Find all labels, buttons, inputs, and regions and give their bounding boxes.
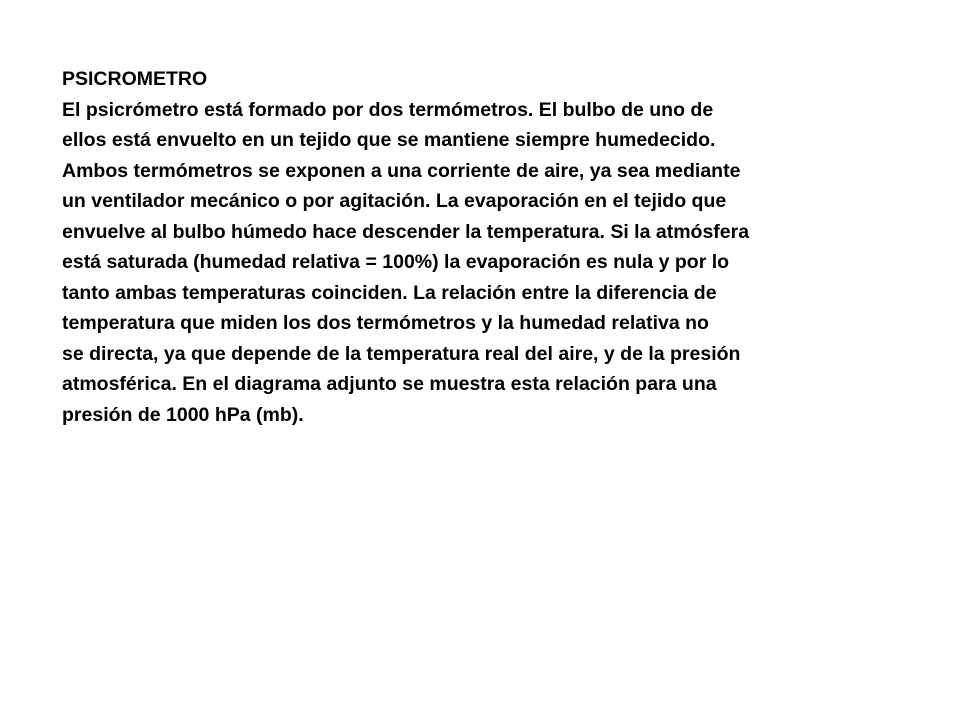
body-line: presión de 1000 hPa (mb). bbox=[62, 403, 304, 426]
slide-title: PSICROMETRO bbox=[62, 68, 208, 90]
body-line: tanto ambas temperaturas coinciden. La relación entre la diferencia de bbox=[62, 281, 717, 304]
text-block bbox=[62, 64, 922, 430]
body-line: temperatura que miden los dos termómetros y la humedad relativa no bbox=[62, 312, 709, 334]
body-line: envuelve al bulbo húmedo hace descender la temperatura. Si la atmósfera bbox=[62, 220, 750, 243]
body-line: atmosférica. En el diagrama adjunto se muestra esta relación para una bbox=[62, 373, 717, 395]
body-line: un ventilador mecánico o por agitación. La evaporación en el tejido que bbox=[62, 190, 727, 212]
body-line: ellos está envuelto en un tejido que se mantiene siempre humedecido. bbox=[62, 129, 716, 151]
body-line: El psicrómetro está formado por dos termómetros. El bulbo de uno de bbox=[62, 98, 714, 121]
body-line: Ambos termómetros se exponen a una corriente de aire, ya sea mediante bbox=[62, 159, 741, 182]
body-line: está saturada (humedad relativa = 100%) la evaporación es nula y por lo bbox=[62, 251, 730, 273]
body-line: se directa, ya que depende de la temperatura real del aire, y de la presión bbox=[62, 342, 741, 365]
